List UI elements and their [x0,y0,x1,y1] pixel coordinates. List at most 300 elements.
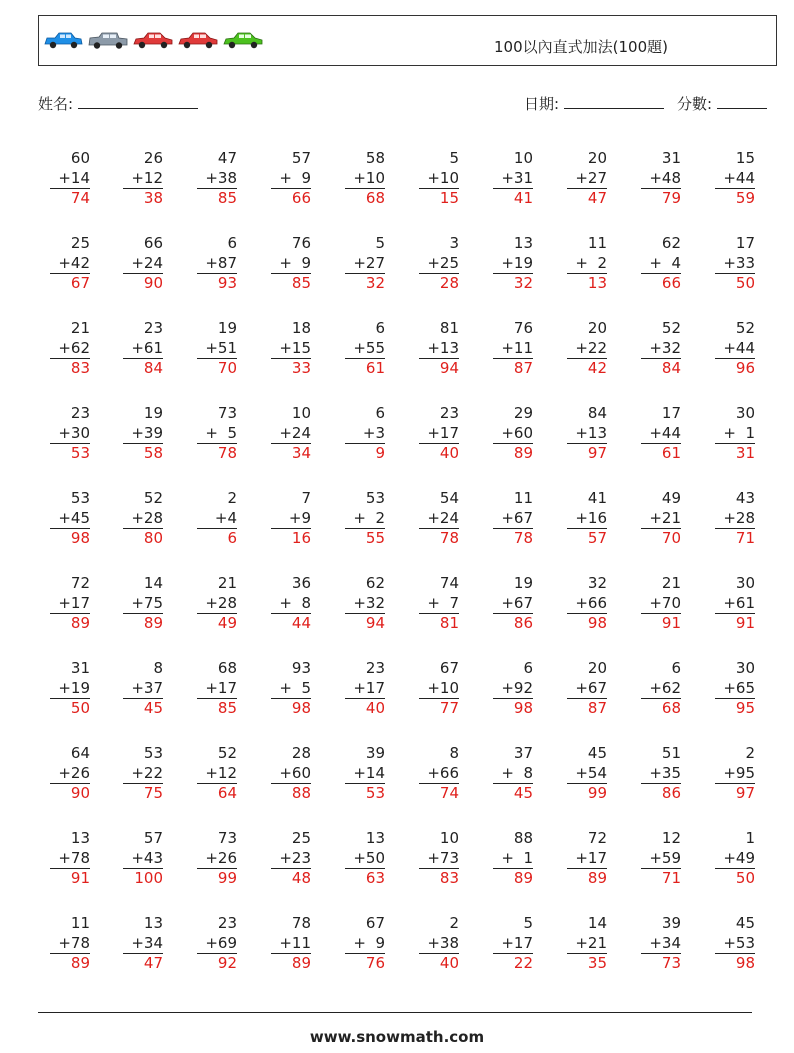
answer[interactable]: 94 [345,613,385,633]
problem-18 [567,234,607,293]
addend-bottom: +25 [427,253,459,272]
problem-72 [123,744,163,803]
addend-top: 73 [217,829,237,847]
problem-98 [567,914,607,973]
addend-bottom: +92 [501,678,533,697]
addend-bottom: +32 [353,593,385,612]
addend-top: 81 [439,319,459,337]
answer[interactable]: 53 [50,443,90,463]
answer[interactable]: 78 [493,528,533,548]
addend-bottom: + 9 [353,933,385,952]
answer[interactable]: 40 [345,698,385,718]
addend-top: 19 [513,574,533,592]
addend-bottom: +21 [649,508,681,527]
addend-top: 54 [439,489,459,507]
addend-bottom: +21 [575,933,607,952]
answer[interactable]: 97 [567,443,607,463]
addend-bottom: +26 [58,763,90,782]
addend-top: 6 [375,319,385,337]
answer[interactable]: 76 [345,953,385,973]
addend-bottom: +26 [205,848,237,867]
addend-bottom: + 5 [205,423,237,442]
addend-top: 76 [291,234,311,252]
answer[interactable]: 34 [271,443,311,463]
problem-48 [567,489,607,548]
problem-23 [197,319,237,378]
problem-54 [271,574,311,633]
addend-top: 20 [587,149,607,167]
addend-bottom: +60 [501,423,533,442]
problem-44 [271,489,311,548]
addend-bottom: +61 [723,593,755,612]
answer[interactable]: 86 [641,783,681,803]
addend-top: 30 [735,659,755,677]
answer[interactable]: 94 [419,358,459,378]
car-icon-2 [87,30,129,50]
answer[interactable]: 32 [345,273,385,293]
addend-bottom: +28 [205,593,237,612]
addend-top: 21 [661,574,681,592]
addend-bottom: +69 [205,933,237,952]
problem-8 [567,149,607,208]
answer[interactable]: 40 [419,443,459,463]
addend-bottom: +66 [575,593,607,612]
problem-92 [123,914,163,973]
problem-20 [715,234,755,293]
problem-55 [345,574,385,633]
car-icons [42,30,264,50]
problem-46 [419,489,459,548]
addend-top: 62 [661,234,681,252]
addend-top: 57 [291,149,311,167]
problem-32 [123,404,163,463]
addend-top: 31 [661,149,681,167]
addend-bottom: +12 [205,763,237,782]
answer[interactable]: 84 [123,358,163,378]
answer[interactable]: 99 [197,868,237,888]
answer[interactable]: 80 [123,528,163,548]
answer[interactable]: 49 [197,613,237,633]
addend-bottom: +44 [723,168,755,187]
answer[interactable]: 91 [715,613,755,633]
problem-79 [641,744,681,803]
answer[interactable]: 13 [567,273,607,293]
addend-top: 41 [587,489,607,507]
addend-top: 30 [735,574,755,592]
problem-21 [50,319,90,378]
addend-top: 6 [227,234,237,252]
addend-bottom: +48 [649,168,681,187]
answer[interactable]: 6 [197,528,237,548]
answer[interactable]: 38 [123,188,163,208]
answer[interactable]: 79 [641,188,681,208]
footer-site: www.snowmath.com [309,1028,485,1046]
addend-top: 52 [661,319,681,337]
problem-50 [715,489,755,548]
problem-82 [123,829,163,888]
problem-78 [567,744,607,803]
addend-bottom: + 1 [723,423,755,442]
answer[interactable]: 41 [493,188,533,208]
addend-bottom: +67 [501,508,533,527]
page-title: 100以內直式加法(100題) [494,38,668,56]
answer[interactable]: 98 [715,953,755,973]
addend-top: 5 [523,914,533,932]
answer[interactable]: 71 [715,528,755,548]
answer[interactable]: 47 [123,953,163,973]
answer[interactable]: 89 [493,443,533,463]
addend-top: 23 [143,319,163,337]
answer[interactable]: 90 [50,783,90,803]
answer[interactable]: 73 [641,953,681,973]
answer[interactable]: 64 [197,783,237,803]
answer[interactable]: 96 [715,358,755,378]
problem-63 [197,659,237,718]
answer[interactable]: 78 [197,443,237,463]
addend-bottom: +10 [427,678,459,697]
answer[interactable]: 84 [641,358,681,378]
answer[interactable]: 86 [493,613,533,633]
name-blank[interactable] [78,94,198,109]
addend-top: 51 [661,744,681,762]
date-field[interactable] [524,93,664,114]
answer[interactable]: 85 [271,273,311,293]
answer[interactable]: 92 [197,953,237,973]
addend-bottom: +38 [427,933,459,952]
answer[interactable]: 89 [50,613,90,633]
addend-bottom: +10 [427,168,459,187]
answer[interactable]: 74 [50,188,90,208]
addend-top: 17 [661,404,681,422]
answer[interactable]: 55 [345,528,385,548]
problem-96 [419,914,459,973]
answer[interactable]: 44 [271,613,311,633]
problem-7 [493,149,533,208]
addend-top: 93 [291,659,311,677]
answer[interactable]: 78 [419,528,459,548]
problem-77 [493,744,533,803]
problem-57 [493,574,533,633]
addend-bottom: +59 [649,848,681,867]
answer[interactable]: 68 [345,188,385,208]
addend-top: 15 [735,149,755,167]
addend-top: 25 [291,829,311,847]
answer[interactable]: 90 [123,273,163,293]
addend-top: 14 [587,914,607,932]
problem-2 [123,149,163,208]
answer[interactable]: 77 [419,698,459,718]
addend-bottom: +28 [131,508,163,527]
problem-37 [493,404,533,463]
answer[interactable]: 66 [271,188,311,208]
addend-bottom: +43 [131,848,163,867]
addend-bottom: +44 [723,338,755,357]
answer[interactable]: 45 [493,783,533,803]
addend-top: 73 [217,404,237,422]
addend-bottom: +12 [131,168,163,187]
addend-top: 28 [291,744,311,762]
addend-top: 84 [587,404,607,422]
addend-bottom: +17 [58,593,90,612]
answer[interactable]: 50 [50,698,90,718]
addend-top: 37 [513,744,533,762]
addend-bottom: +30 [58,423,90,442]
answer[interactable]: 89 [567,868,607,888]
problem-15 [345,234,385,293]
answer[interactable]: 87 [567,698,607,718]
addend-bottom: +78 [58,933,90,952]
problem-45 [345,489,385,548]
addend-bottom: +13 [575,423,607,442]
answer[interactable]: 70 [641,528,681,548]
addend-top: 39 [661,914,681,932]
addend-bottom: +23 [279,848,311,867]
problem-62 [123,659,163,718]
addend-bottom: + 5 [279,678,311,697]
answer[interactable]: 31 [715,443,755,463]
addend-top: 32 [587,574,607,592]
answer[interactable]: 48 [271,868,311,888]
problem-93 [197,914,237,973]
score-field[interactable] [677,93,767,114]
addend-top: 25 [70,234,90,252]
answer[interactable]: 61 [345,358,385,378]
addend-bottom: +17 [353,678,385,697]
answer[interactable]: 67 [50,273,90,293]
answer[interactable]: 33 [271,358,311,378]
addend-top: 53 [365,489,385,507]
answer[interactable]: 93 [197,273,237,293]
answer[interactable]: 63 [345,868,385,888]
addend-bottom: +17 [205,678,237,697]
answer[interactable]: 87 [493,358,533,378]
answer[interactable]: 83 [419,868,459,888]
addend-top: 64 [70,744,90,762]
answer[interactable]: 89 [493,868,533,888]
answer[interactable]: 98 [271,698,311,718]
score-blank[interactable] [717,94,767,109]
addend-bottom: +67 [575,678,607,697]
answer[interactable]: 91 [50,868,90,888]
answer[interactable]: 35 [567,953,607,973]
problem-38 [567,404,607,463]
answer[interactable]: 68 [641,698,681,718]
answer[interactable]: 42 [567,358,607,378]
addend-bottom: +14 [58,168,90,187]
problem-14 [271,234,311,293]
addend-top: 20 [587,659,607,677]
problem-36 [419,404,459,463]
addend-bottom: +39 [131,423,163,442]
problem-49 [641,489,681,548]
answer[interactable]: 88 [271,783,311,803]
date-blank[interactable] [564,94,664,109]
answer[interactable]: 95 [715,698,755,718]
addend-top: 7 [301,489,311,507]
problem-65 [345,659,385,718]
answer[interactable]: 89 [123,613,163,633]
addend-bottom: +54 [575,763,607,782]
addend-bottom: +9 [288,508,311,527]
answer[interactable]: 61 [641,443,681,463]
addend-top: 52 [217,744,237,762]
addend-top: 6 [523,659,533,677]
answer[interactable]: 98 [50,528,90,548]
problem-91 [50,914,90,973]
addend-top: 10 [439,829,459,847]
problem-80 [715,744,755,803]
addend-bottom: +42 [58,253,90,272]
addend-bottom: +24 [279,423,311,442]
addend-top: 6 [671,659,681,677]
answer[interactable]: 32 [493,273,533,293]
addend-top: 2 [227,489,237,507]
problem-35 [345,404,385,463]
addend-top: 78 [291,914,311,932]
addend-bottom: +32 [649,338,681,357]
addend-top: 2 [449,914,459,932]
problem-25 [345,319,385,378]
problem-83 [197,829,237,888]
addend-top: 72 [70,574,90,592]
problem-17 [493,234,533,293]
addend-top: 23 [70,404,90,422]
addend-bottom: + 8 [501,763,533,782]
date-label: 日期: [524,95,560,113]
answer[interactable]: 28 [419,273,459,293]
addend-bottom: +70 [649,593,681,612]
answer[interactable]: 53 [345,783,385,803]
problem-73 [197,744,237,803]
addend-top: 53 [70,489,90,507]
answer[interactable]: 98 [493,698,533,718]
addend-top: 39 [365,744,385,762]
addend-top: 21 [217,574,237,592]
answer[interactable]: 85 [197,188,237,208]
problem-4 [271,149,311,208]
problem-68 [567,659,607,718]
problem-100 [715,914,755,973]
answer[interactable]: 85 [197,698,237,718]
answer[interactable]: 50 [715,273,755,293]
addend-bottom: +11 [279,933,311,952]
problem-1 [50,149,90,208]
addend-bottom: +67 [501,593,533,612]
addend-top: 2 [745,744,755,762]
addend-bottom: + 7 [427,593,459,612]
problem-52 [123,574,163,633]
addend-bottom: +34 [131,933,163,952]
addend-top: 6 [375,404,385,422]
answer[interactable]: 47 [567,188,607,208]
answer[interactable]: 58 [123,443,163,463]
addend-bottom: +65 [723,678,755,697]
problem-19 [641,234,681,293]
addend-top: 11 [513,489,533,507]
answer[interactable]: 9 [345,443,385,463]
problem-87 [493,829,533,888]
problem-27 [493,319,533,378]
problem-74 [271,744,311,803]
addend-top: 52 [735,319,755,337]
addend-top: 66 [143,234,163,252]
answer[interactable]: 57 [567,528,607,548]
addend-top: 43 [735,489,755,507]
answer[interactable]: 83 [50,358,90,378]
addend-top: 13 [365,829,385,847]
name-field[interactable] [38,93,198,114]
problem-47 [493,489,533,548]
problem-28 [567,319,607,378]
addend-top: 23 [365,659,385,677]
answer[interactable]: 89 [50,953,90,973]
addend-bottom: +51 [205,338,237,357]
addend-bottom: +3 [362,423,385,442]
answer[interactable]: 91 [641,613,681,633]
addend-top: 10 [513,149,533,167]
problem-64 [271,659,311,718]
problem-88 [567,829,607,888]
problem-31 [50,404,90,463]
answer[interactable]: 97 [715,783,755,803]
addend-top: 8 [153,659,163,677]
addend-top: 19 [143,404,163,422]
problem-85 [345,829,385,888]
addend-bottom: +62 [58,338,90,357]
addend-bottom: +28 [723,508,755,527]
answer[interactable]: 89 [271,953,311,973]
problem-41 [50,489,90,548]
problem-34 [271,404,311,463]
addend-bottom: + 4 [649,253,681,272]
answer[interactable]: 71 [641,868,681,888]
answer[interactable]: 66 [641,273,681,293]
addend-top: 11 [587,234,607,252]
problem-56 [419,574,459,633]
answer[interactable]: 50 [715,868,755,888]
addend-top: 26 [143,149,163,167]
addend-top: 88 [513,829,533,847]
answer[interactable]: 99 [567,783,607,803]
problem-6 [419,149,459,208]
answer[interactable]: 100 [123,868,163,888]
answer[interactable]: 70 [197,358,237,378]
addend-bottom: +38 [205,168,237,187]
answer[interactable]: 45 [123,698,163,718]
answer[interactable]: 22 [493,953,533,973]
addend-bottom: +31 [501,168,533,187]
addend-top: 5 [449,149,459,167]
answer[interactable]: 75 [123,783,163,803]
addend-bottom: +60 [279,763,311,782]
problem-51 [50,574,90,633]
answer[interactable]: 15 [419,188,459,208]
answer[interactable]: 59 [715,188,755,208]
problem-84 [271,829,311,888]
answer[interactable]: 40 [419,953,459,973]
problem-13 [197,234,237,293]
addend-bottom: +22 [131,763,163,782]
car-icon-5 [222,30,264,50]
answer[interactable]: 16 [271,528,311,548]
addend-top: 18 [291,319,311,337]
addend-bottom: +34 [649,933,681,952]
addend-bottom: +73 [427,848,459,867]
answer[interactable]: 74 [419,783,459,803]
answer[interactable]: 81 [419,613,459,633]
answer[interactable]: 98 [567,613,607,633]
addend-bottom: +45 [58,508,90,527]
